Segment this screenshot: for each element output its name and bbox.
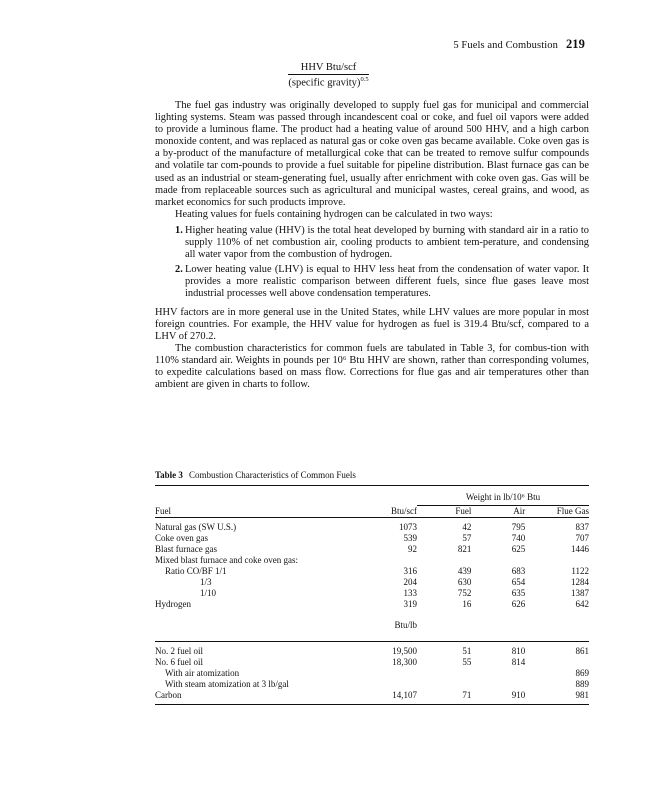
cell-air: 683 [511,566,526,576]
cell-fuel-weight: 821 [457,544,472,554]
table-row [155,599,589,610]
paragraph-hhv-vs-lhv: HHV factors are in more general use in the United States, while LHV values are more popular in most foreign countries. For example, the HHV value for hydrogen as fuel is 319.4 Btu/scf, compared to a LHV of 270.2. [155,306,589,342]
btu-lb-header: Btu/lb [362,610,417,642]
formula-denominator-text: (specific gravity) [288,77,361,89]
cell-fuel-weight: 71 [417,690,471,705]
cell-flue-gas: 707 [575,533,589,543]
column-header-fuel: Fuel [155,506,362,518]
table-row [155,657,589,668]
cell-fuel-weight: 51 [462,646,472,656]
table-row [155,668,589,679]
cell-fuel: With air atomization [165,668,240,678]
cell-fuel: 1/3 [200,577,212,587]
cell-btu: 316 [403,566,417,576]
list-item-lhv [155,264,589,300]
formula-exponent: 0.5 [360,76,369,83]
cell-fuel-weight: 16 [462,599,472,609]
cell-fuel-weight: 439 [457,566,472,576]
running-header [453,37,585,52]
cell-air: 810 [511,646,526,656]
cell-fuel: Carbon [155,690,362,705]
list-number: 2. [175,264,183,276]
table-row [155,555,589,566]
heating-value-list [155,225,589,301]
table-row [155,566,589,577]
table-row [155,588,589,599]
formula [0,62,647,89]
cell-air: 635 [511,588,526,598]
paragraph-table-intro: The combustion characteristics for common fuels are tabulated in Table 3, for combus-tion with 110% standard air. Weights in pounds per 10⁶ Btu HHV are shown, rather than corresponding volumes, to expedite calculations based on mass flow. Corrections for flue gas and air temperatures other than ambient are given in charts to follow. [155,342,589,391]
page-number: 219 [565,37,585,51]
cell-fuel: 1/10 [200,588,217,598]
cell-fuel: No. 2 fuel oil [155,646,203,656]
table-row [155,646,589,657]
cell-flue-gas: 642 [575,599,589,609]
table-caption-label: Table 3 [155,470,183,480]
cell-btu: 319 [403,599,417,609]
cell-flue-gas: 1122 [571,566,589,576]
column-header-btu-scf: Btu/scf [362,506,417,518]
cell-btu: 204 [403,577,417,587]
cell-fuel: Hydrogen [155,599,191,609]
column-header-flue-gas: Flue Gas [525,506,589,518]
list-item-text: Lower heating value (LHV) is equal to HHV less heat from the condensation of water vapor. It provides a more realistic comparison between different fuels, since flue gases leave most industrial processes well above condensation temperatures. [185,264,589,300]
cell-air: 654 [511,577,526,587]
cell-flue-gas: 1284 [571,577,589,587]
cell-flue-gas: 1446 [571,544,589,554]
cell-flue-gas: 869 [575,668,589,678]
cell-flue-gas: 861 [575,646,589,656]
table-row [155,679,589,690]
table-row [155,690,589,705]
cell-fuel-weight: 752 [457,588,472,598]
cell-flue-gas: 1387 [571,588,589,598]
cell-btu: 92 [408,544,417,554]
cell-air [471,668,525,679]
body-text [155,100,589,391]
cell-fuel: Blast furnace gas [155,544,217,554]
cell-fuel: Mixed blast furnace and coke oven gas: [155,555,298,565]
formula-fraction [288,62,368,89]
table-row [155,544,589,555]
btu-lb-subheader-row [155,610,589,642]
table-row [155,522,589,533]
column-header-air: Air [471,506,525,518]
cell-air: 626 [511,599,526,609]
list-number: 1. [175,224,183,236]
running-head-title: 5 Fuels and Combustion [453,40,558,51]
cell-fuel-weight [417,679,471,690]
cell-fuel: No. 6 fuel oil [155,657,203,667]
cell-fuel-weight: 57 [462,533,472,543]
list-item-text: Higher heating value (HHV) is the total heat developed by burning with standard air in a ratio to supply 110% of net combustion air, cooling products to ambient tem-perature, and condensing all water vapor from the combustion of hydrogen. [185,224,589,261]
cell-fuel: Natural gas (SW U.S.) [155,522,237,532]
table-caption [155,470,356,480]
cell-btu: 18,300 [392,657,417,667]
cell-fuel: Ratio CO/BF 1/1 [165,566,227,576]
cell-air: 910 [471,690,525,705]
cell-fuel: With steam atomization at 3 lb/gal [165,679,289,689]
table-caption-text: Combustion Characteristics of Common Fuels [188,470,356,480]
cell-flue-gas: 981 [525,690,589,705]
cell-btu: 1073 [399,522,417,532]
cell-air: 795 [511,522,526,532]
combustion-table [155,485,589,705]
cell-btu: 539 [403,533,417,543]
cell-air: 625 [511,544,526,554]
paragraph-heating-values-intro: Heating values for fuels containing hydrogen can be calculated in two ways: [175,208,493,220]
formula-numerator: HHV Btu/scf [288,62,368,75]
cell-flue-gas [525,657,589,668]
cell-air [471,679,525,690]
cell-flue-gas: 889 [575,679,589,689]
list-item-hhv [155,225,589,261]
column-header-fuel-weight: Fuel [417,506,471,518]
cell-btu: 14,107 [362,690,417,705]
cell-btu [362,679,417,690]
cell-btu: 19,500 [392,646,417,656]
paragraph-fuel-gas-history: The fuel gas industry was originally developed to supply fuel gas for municipal and commercial lighting systems. Steam was passed through incandescent coal or coke, and fuel oil vapors were added to provide a luminous flame. The product had a heating value of around 500 HHV, and a high carbon monoxide content, and was replaced as natural gas or coke oven gas became available. Coke oven gas is a by-product of the manufacture of metallurgical coke that can be treated to remove sulfur compounds and volatile tar com-pounds to provide a fuel suitable for pipeline distribution. Blast furnace gas can be used as an industrial or steam-generating fuel, usually after enrichment with coke oven gas. Gas will be made from replaceable sources such as agricultural and municipal wastes, cereal grains, and wood, as market economics for such products improve. [155,100,589,208]
table-row [155,533,589,544]
cell-flue-gas: 837 [575,522,589,532]
cell-btu: 133 [403,588,417,598]
table-header-row-1 [155,486,589,506]
weight-column-header: Weight in lb/10⁶ Btu [417,486,589,506]
cell-fuel-weight: 42 [462,522,472,532]
table-row [155,577,589,588]
table-header-row-2 [155,506,589,518]
formula-denominator [288,75,368,89]
cell-air: 814 [511,657,526,667]
cell-fuel: Coke oven gas [155,533,208,543]
cell-fuel-weight: 55 [462,657,472,667]
cell-fuel-weight [417,668,471,679]
cell-fuel-weight: 630 [457,577,472,587]
cell-air: 740 [511,533,526,543]
cell-btu [362,668,417,679]
